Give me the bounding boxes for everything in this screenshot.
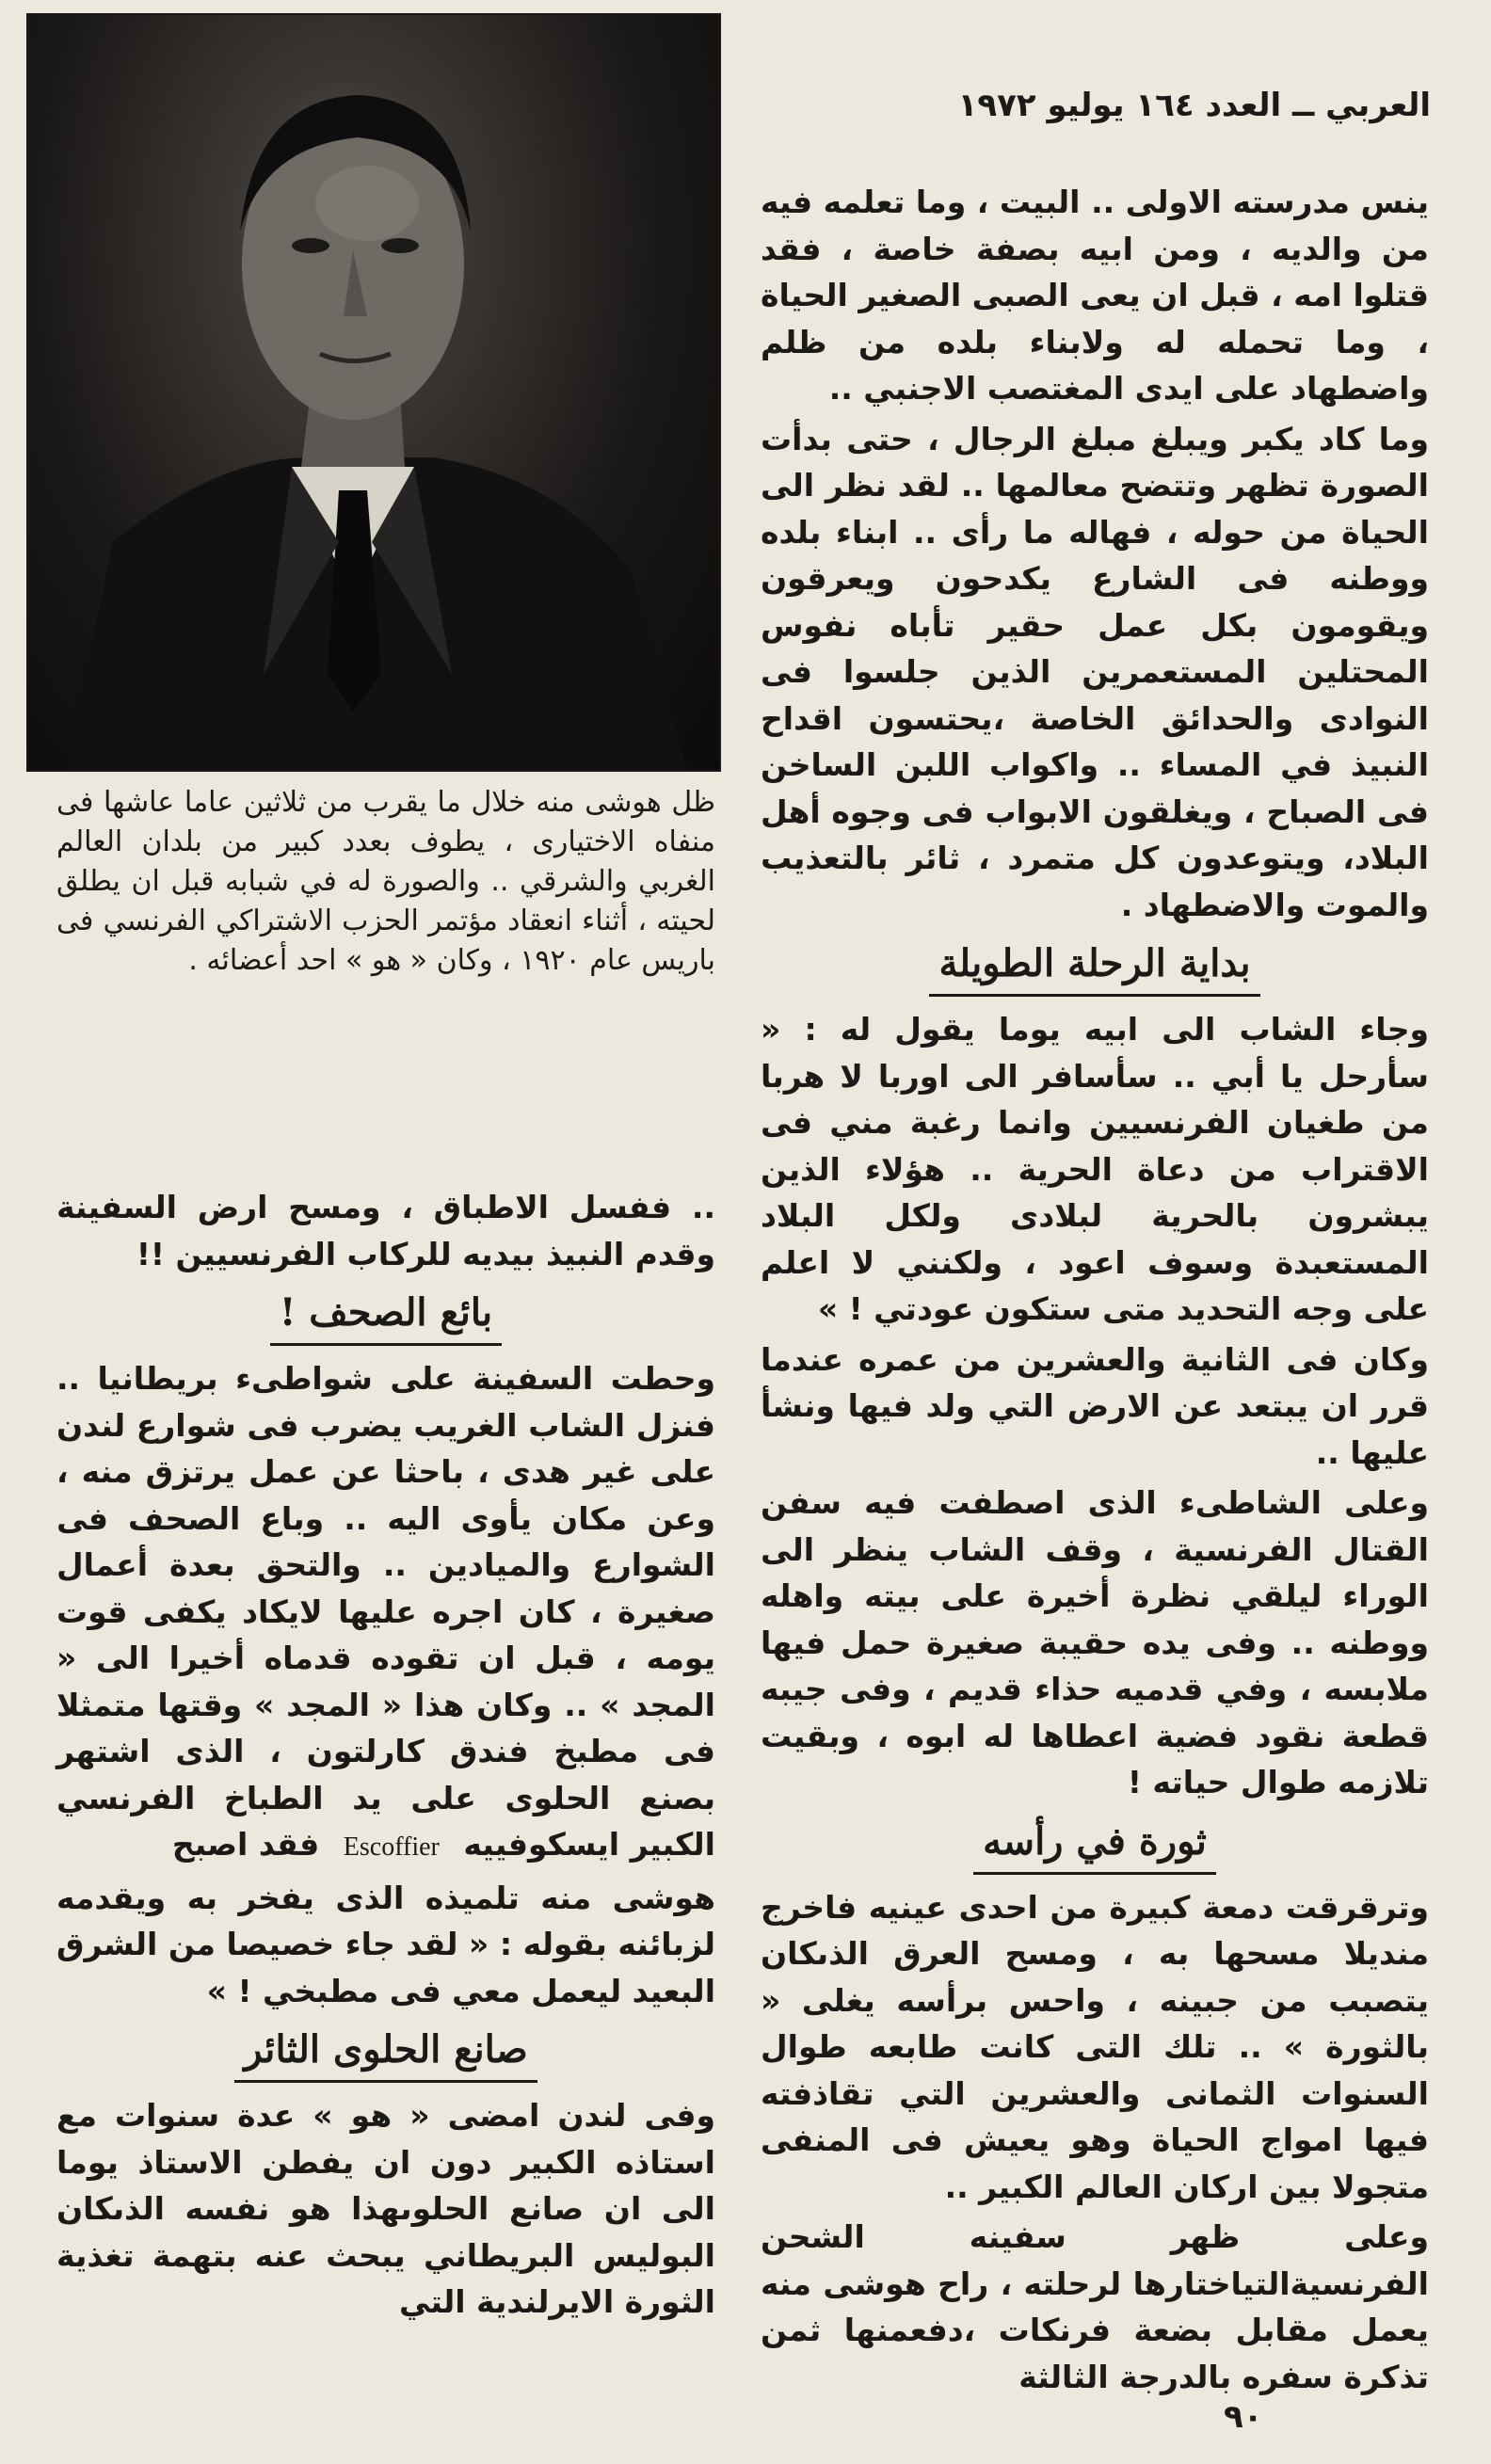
- section-heading-text: صانع الحلوى الثائر: [234, 2022, 537, 2083]
- right-column: [761, 179, 1429, 2404]
- paragraph: .. ففسل الاطباق ، ومسح ارض السفينة وقدم النبيذ بيديه للركاب الفرنسيين !!: [56, 1189, 715, 1272]
- left-column: [56, 1184, 715, 2329]
- paragraph: وعلى ظهر سفينه الشحن الفرنسيةالتياختارها لرحلته ، راح هوشى منه يعمل مقابل بضعة فرنكات ،دفعمنها ثمن تذكرة سفره بالدرجة الثالثة: [761, 2218, 1429, 2395]
- paragraph: وكان فى الثانية والعشرين من عمره عندما قرر ان يبتعد عن الارض التي ولد فيها ونشأ عليها ..: [761, 1340, 1429, 1471]
- paragraph: وترقرقت دمعة كبيرة من احدى عينيه فاخرج منديلا مسحها به ، ومسح العرق الذىكان يتصبب من جبينه ، واحس برأسه يغلى « بالثورة » .. تلك التى كانت طابعه طوال السنوات الثمانى والعشرين التي تقاذفته فيها امواج الحياة وهو يعيش فى المنفى متجولا بين اركان العالم الكبير ..: [761, 1888, 1429, 2205]
- paragraph: ينس مدرسته الاولى .. البيت ، وما تعلمه فيه من والديه ، ومن ابيه بصفة خاصة ، فقد قتلوا امه ، قبل ان يعى الصبى الصغير الحياة ، وما تحمله له ولابناء بلده من ظلم واضطهاد على ايدى المغتصب الاجنبي ..: [761, 184, 1429, 407]
- paragraph: وعلى الشاطىء الذى اصطفت فيه سفن القتال الفرنسية ، وقف الشاب ينظر الى الوراء ليلقي نظرة أخيرة على بيته واهله ووطنه .. وفى يده حقيبة صغيرة حمل فيها ملابسه ، وفي قدميه حذاء قديم ، وفى جيبه قطعة نقود فضية اعطاها له ابوه ، وبقيت تلازمه طوال حياته !: [761, 1484, 1429, 1800]
- paragraph: وجاء الشاب الى ابيه يوما يقول له : « سأرحل يا أبي .. سأسافر الى اوربا لا هربا من طغيان الفرنسيين وانما رغبة مني فى الاقتراب من دعاة الحرية .. هؤلاء الذين يبشرون بالحرية لبلادى ولكل البلاد المستعبدة وسوف اعود ، ولكنني لا اعلم على وجه التحديد متى ستكون عودتي ! »: [761, 1011, 1429, 1327]
- section-heading: [56, 1285, 715, 1346]
- section-heading: [761, 936, 1429, 997]
- photo-caption: [56, 783, 715, 984]
- paragraph: هوشى منه تلميذه الذى يفخر به ويقدمه لزبائنه بقوله : « لقد جاء خصيصا من الشرق البعيد ليعمل معي فى مطبخي ! »: [56, 1879, 715, 2009]
- paragraph-text: فقد اصبح: [171, 1826, 320, 1863]
- paragraph: وفى لندن امضى « هو » عدة سنوات مع استاذه الكبير دون ان يفطن الاستاذ يوما الى ان صانع الحلوىهذا هو نفسه الذىكان البوليس البريطاني يبحث عنه بتهمة تغذية الثورة الايرلندية التي: [56, 2097, 715, 2320]
- section-heading-text: ثورة في رأسه: [973, 1814, 1216, 1875]
- portrait-photo: [26, 13, 721, 772]
- portrait-figure: [28, 15, 719, 770]
- page-number: ٩٠: [1224, 2398, 1263, 2436]
- paragraph-text: وحطت السفينة على شواطىء بريطانيا .. فنزل الشاب الغريب يضرب فى شوارع لندن على غير هدى ، باحثا عن عمل يرتزق منه ، وعن مكان يأوى اليه .. وباع الصحف فى الشوارع والميادين .. والتحق بعدة أعمال صغيرة ، كان اجره عليها لايكاد يكفى قوت يومه ، قبل ان تقوده قدماه أخيرا الى « المجد » .. وكان هذا « المجد » وقتها متمثلا فى مطبخ فندق كارلتون ، الذى اشتهر بصنع الحلوى على يد الطباخ الفرنسي الكبير: [56, 1360, 715, 1863]
- section-heading-text: بداية الرحلة الطويلة: [929, 936, 1259, 997]
- issue-header: العربي ــ العدد ١٦٤ يوليو ١٩٧٢: [957, 87, 1431, 124]
- chef-name-arabic: ايسكوفييه: [463, 1826, 620, 1863]
- section-heading: [761, 1814, 1429, 1875]
- paragraph: [56, 1355, 715, 1871]
- section-heading-text: بائع الصحف !: [270, 1285, 502, 1346]
- chef-name-latin: Escoffier: [343, 1832, 440, 1862]
- caption-text: ظل هوشى منه خلال ما يقرب من ثلاثين عاما عاشها فى منفاه الاختيارى ، يطوف بعدد كبير من بلدان العالم الغربي والشرقي .. والصورة له في شبابه قبل ان يطلق لحيته ، أثناء انعقاد مؤتمر الحزب الاشتراكي الفرنسي فى باريس عام ١٩٢٠ ، وكان « هو » احد أعضائه .: [56, 786, 715, 977]
- paragraph: وما كاد يكبر ويبلغ مبلغ الرجال ، حتى بدأت الصورة تظهر وتتضح معالمها .. لقد نظر الى الحياة من حوله ، فهاله ما رأى .. ابناء بلده ووطنه فى الشارع يكدحون ويعرقون ويقومون بكل عمل حقير تأباه نفوس المحتلين المستعمرين الذين جلسوا فى النوادى والحدائق الخاصة ،يحتسون اقداح النبيذ في المساء .. واكواب اللبن الساخن فى الصباح ، ويغلقون الابواب فى وجوه أهل البلاد، ويتوعدون كل متمرد ، ثائر بالتعذيب والموت والاضطهاد .: [761, 420, 1429, 923]
- section-heading: [56, 2022, 715, 2083]
